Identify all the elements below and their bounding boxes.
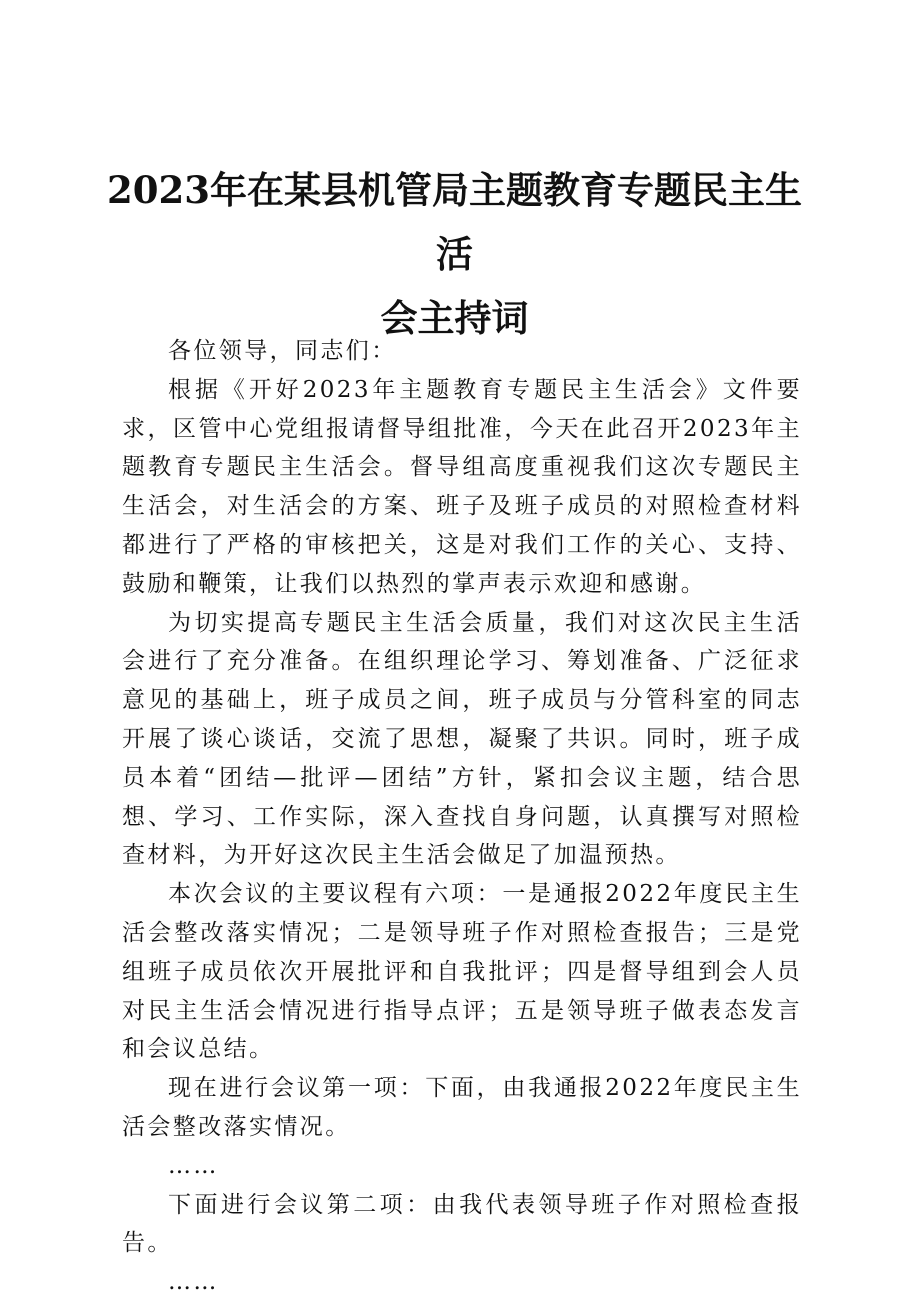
ellipsis-1: …… <box>168 1152 219 1179</box>
ellipsis-2: …… <box>168 1269 219 1296</box>
document-body <box>122 332 802 1302</box>
salutation: 各位领导，同志们： <box>168 338 397 364</box>
document-title <box>100 158 809 350</box>
paragraph-3: 本次会议的主要议程有六项：一是通报2022年度民主生活会整改落实情况；二是领导班子作对照检查报告；三是党组班子成员依次开展批评和自我批评；四是督导组到会人员对民主生活会情况进行指导点评；五是领导班子做表态发言和会议总结。 <box>122 881 802 1063</box>
paragraph-2: 为切实提高专题民主生活会质量，我们对这次民主生活会进行了充分准备。在组织理论学习、筹划准备、广泛征求意见的基础上，班子成员之间，班子成员与分管科室的同志开展了谈心谈话，交流了思想，凝聚了共识。同时，班子成员本着“团结—批评—团结”方针，紧扣会议主题，结合思想、学习、工作实际，深入查找自身问题，认真撰写对照检查材料，为开好这次民主生活会做足了加温预热。 <box>122 609 802 869</box>
title-line-1: 2023年在某县机管局主题教育专题民主生活 <box>107 168 802 276</box>
paragraph-4: 现在进行会议第一项：下面，由我通报2022年度民主生活会整改落实情况。 <box>122 1075 802 1140</box>
title-line-2: 会主持词 <box>380 296 529 340</box>
paragraph-5: 下面进行会议第二项：由我代表领导班子作对照检查报告。 <box>122 1191 802 1257</box>
paragraph-1: 根据《开好2023年主题教育专题民主生活会》文件要求，区管中心党组报请督导组批准，今天在此召开2023年主题教育专题民主生活会。督导组高度重视我们这次专题民主生活会，对生活会的方案、班子及班子成员的对照检查材料都进行了严格的审核把关，这是对我们工作的关心、支持、鼓励和鞭策，让我们以热烈的掌声表示欢迎和感谢。 <box>122 376 802 597</box>
